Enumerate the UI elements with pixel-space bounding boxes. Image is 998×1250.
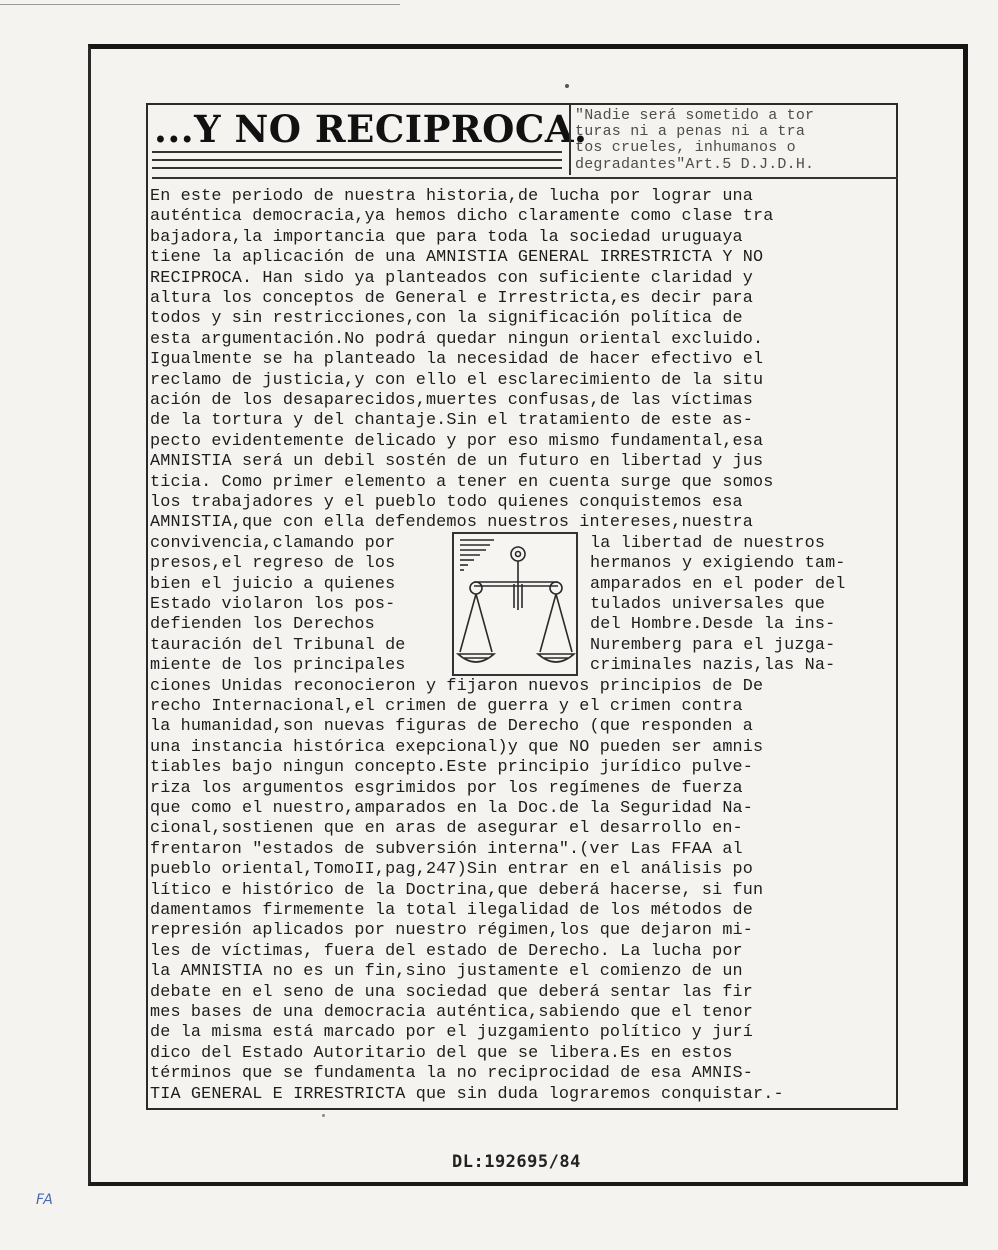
body-line: ación de los desaparecidos,muertes confusas,de las víctimas	[150, 391, 754, 410]
scales-of-justice-icon	[452, 532, 578, 676]
body-line: lítico e histórico de la Doctrina,que deberá hacerse, si fun	[150, 880, 764, 900]
body-line-left: presos,el regreso de los	[150, 554, 396, 574]
body-line: tiene la aplicación de una AMNISTIA GENERAL IRRESTRICTA Y NO	[150, 248, 764, 268]
header-rule	[152, 177, 898, 179]
body-line: bajadora,la importancia que para toda la sociedad uruguaya	[150, 227, 743, 247]
quote-line: tos crueles, inhumanos o	[575, 139, 796, 156]
body-line: damentamos firmemente la total ilegalidad de los métodos de	[150, 901, 754, 920]
ink-dot	[322, 1114, 325, 1117]
body-line-right: hermanos y exigiendo tam-	[590, 554, 846, 574]
body-line: los trabajadores y el pueblo todo quienes conquistemos esa	[150, 493, 743, 512]
body-line: RECIPROCA. Han sido ya planteados con suficiente claridad y	[150, 268, 754, 288]
body-line: les de víctimas, fuera del estado de Derecho. La lucha por	[150, 941, 743, 961]
body-line: En este periodo de nuestra historia,de lucha por lograr una	[150, 187, 754, 206]
body-line: mes bases de una democracia auténtica,sabiendo que el tenor	[150, 1003, 754, 1022]
body-line: debate en el seno de una sociedad que deberá sentar las fir	[150, 982, 754, 1002]
body-line: todos y sin restricciones,con la significación política de	[150, 309, 743, 329]
scan-edge-rule	[0, 4, 400, 5]
body-line: pecto evidentemente delicado y por eso mismo fundamental,esa	[150, 431, 764, 451]
body-line: auténtica democracia,ya hemos dicho claramente como clase tra	[150, 207, 774, 227]
body-line: tiables bajo ningun concepto.Este principio jurídico pulve-	[150, 758, 754, 778]
legal-deposit-code: DL:192695/84	[452, 1152, 581, 1172]
body-line: ticia. Como primer elemento a tener en cuenta surge que somos	[150, 472, 774, 492]
body-line: AMNISTIA,que con ella defendemos nuestros intereses,nuestra	[150, 513, 754, 533]
body-line: términos que se fundamenta la no reciprocidad de esa AMNIS-	[150, 1064, 754, 1084]
body-line: cional,sostienen que en aras de asegurar el desarrollo en-	[150, 819, 743, 839]
epigraph-quote	[569, 105, 900, 175]
body-line: reclamo de justicia,y con ello el esclarecimiento de la situ	[150, 370, 764, 390]
body-line: TIA GENERAL E IRRESTRICTA que sin duda lograremos conquistar.-	[150, 1084, 784, 1104]
quote-line: "Nadie será sometido a tor	[575, 107, 815, 124]
body-line-right: tulados universales que	[590, 595, 826, 614]
body-line-left: tauración del Tribunal de	[150, 635, 406, 655]
body-line: dico del Estado Autoritario del que se libera.Es en estos	[150, 1043, 733, 1063]
headline: ...Y NO RECIPROCA.	[154, 107, 588, 151]
body-line: pueblo oriental,TomoII,pag,247)Sin entrar en el análisis po	[150, 860, 754, 880]
body-line: riza los argumentos esgrimidos por los regímenes de fuerza	[150, 778, 743, 798]
body-line-left: defienden los Derechos	[150, 615, 375, 635]
body-line-left: Estado violaron los pos-	[150, 595, 396, 614]
header-rule	[152, 151, 562, 153]
header-rule	[152, 159, 562, 161]
body-line: la AMNISTIA no es un fin,sino justamente el comienzo de un	[150, 962, 743, 982]
body-line: frentaron "estados de subversión interna".(ver Las FFAA al	[150, 839, 743, 859]
ink-dot	[565, 84, 569, 88]
handwritten-mark: FA	[36, 1192, 53, 1208]
body-line-left: miente de los principales	[150, 656, 406, 676]
body-line: de la misma está marcado por el juzgamiento político y jurí	[150, 1023, 754, 1043]
body-line-right: la libertad de nuestros	[590, 533, 826, 553]
body-line-right: del Hombre.Desde la ins-	[590, 615, 836, 635]
body-line-left: bien el juicio a quienes	[150, 574, 396, 594]
body-line: una instancia histórica exepcional)y que NO pueden ser amnis	[150, 737, 764, 757]
article-header	[148, 105, 896, 185]
body-line-right: criminales nazis,las Na-	[590, 656, 836, 676]
article-box	[146, 103, 898, 1110]
body-line: recho Internacional,el crimen de guerra y el crimen contra	[150, 697, 743, 716]
body-line: de la tortura y del chantaje.Sin el tratamiento de este as-	[150, 411, 754, 431]
body-line: altura los conceptos de General e Irrestricta,es decir para	[150, 289, 754, 308]
quote-line: degradantes"Art.5 D.J.D.H.	[575, 156, 815, 173]
body-line-left: convivencia,clamando por	[150, 533, 396, 553]
body-line-right: Nuremberg para el juzga-	[590, 635, 836, 655]
body-line: AMNISTIA será un debil sostén de un futuro en libertad y jus	[150, 452, 764, 472]
body-line: ciones Unidas reconocieron y fijaron nuevos principios de De	[150, 676, 764, 696]
header-rule	[152, 167, 562, 169]
quote-line: turas ni a penas ni a tra	[575, 123, 806, 140]
body-line: Igualmente se ha planteado la necesidad de hacer efectivo el	[150, 350, 764, 370]
body-line: que como el nuestro,amparados en la Doc.de la Seguridad Na-	[150, 799, 754, 818]
body-line-right: amparados en el poder del	[590, 574, 846, 594]
body-line: la humanidad,son nuevas figuras de Derecho (que responden a	[150, 717, 754, 737]
scales-drawing	[454, 534, 576, 674]
body-line: esta argumentación.No podrá quedar ningun oriental excluido.	[150, 329, 764, 349]
body-line: represión aplicados por nuestro régimen,los que dejaron mi-	[150, 921, 754, 941]
